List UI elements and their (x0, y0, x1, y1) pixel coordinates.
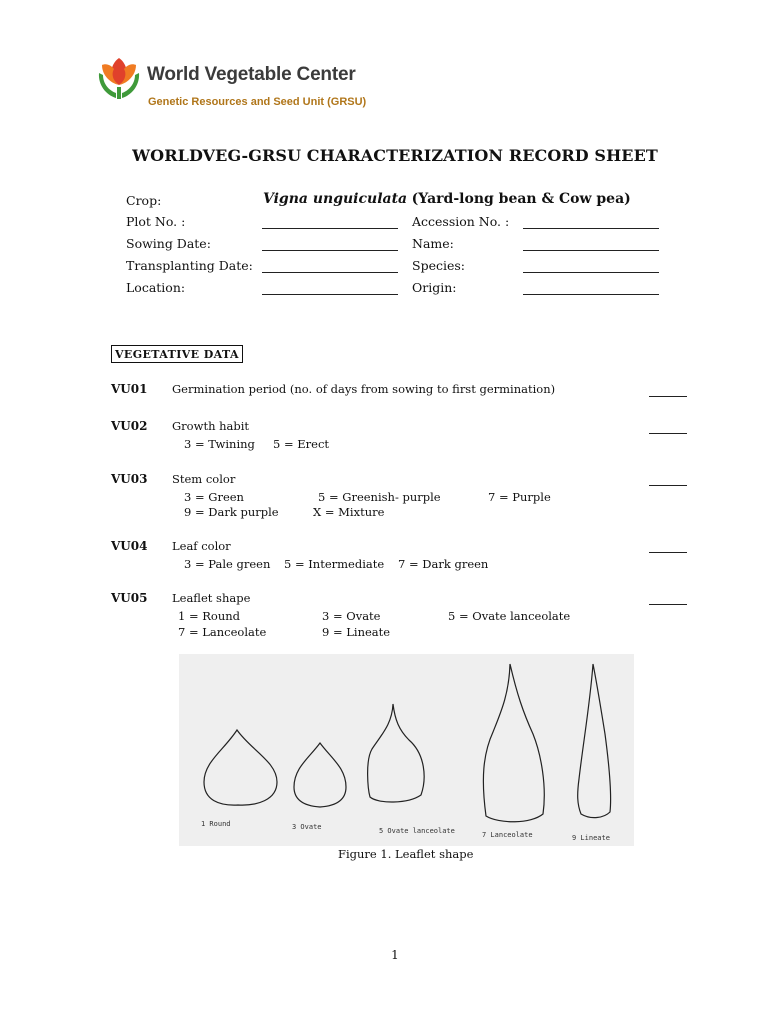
leaflet-lineate-icon (578, 664, 611, 818)
descriptor-name: Leaf color (172, 539, 231, 553)
species-field[interactable] (523, 272, 659, 273)
answer-field[interactable] (649, 485, 687, 486)
option-text: X = Mixture (313, 505, 385, 519)
crop-value (263, 191, 631, 207)
document-title: WORLDVEG-GRSU CHARACTERIZATION RECORD SHEET (132, 146, 658, 165)
option-text: 9 = Lineate (322, 625, 391, 639)
leaflet-round-icon (204, 730, 277, 805)
figure-label: 1 Round (201, 820, 231, 828)
figure-label: 7 Lanceolate (482, 831, 533, 839)
answer-field[interactable] (649, 552, 687, 553)
crop-species: Vigna unguiculata (263, 191, 408, 207)
figure-label: 9 Lineate (572, 834, 610, 842)
option-text: 7 = Dark green (398, 557, 489, 571)
wvc-logo-icon (96, 55, 142, 101)
option-text: 3 = Green (184, 490, 244, 504)
plot-no-label: Plot No. : (126, 214, 186, 229)
crop-label: Crop: (126, 193, 162, 208)
leaflet-ovate-icon (294, 743, 346, 807)
descriptor-code: VU04 (111, 539, 148, 553)
sowing-date-label: Sowing Date: (126, 236, 211, 251)
transplanting-date-label: Transplanting Date: (126, 258, 253, 273)
org-unit: Genetic Resources and Seed Unit (GRSU) (148, 96, 367, 108)
figure-label: 3 Ovate (292, 823, 322, 831)
option-text: 5 = Erect (273, 437, 330, 451)
sowing-date-field[interactable] (262, 250, 398, 251)
location-field[interactable] (262, 294, 398, 295)
answer-field[interactable] (649, 433, 687, 434)
crop-common-name: (Yard-long bean & Cow pea) (411, 191, 631, 207)
descriptor-name: Stem color (172, 472, 236, 486)
species-label: Species: (412, 258, 465, 273)
location-label: Location: (126, 280, 186, 295)
leaflet-lanceolate-icon (483, 664, 544, 822)
figure-label: 5 Ovate lanceolate (379, 827, 455, 835)
descriptor-code: VU01 (111, 382, 148, 396)
org-name: World Vegetable Center (147, 64, 356, 85)
leaflet-shape-figure (179, 654, 634, 846)
origin-field[interactable] (523, 294, 659, 295)
descriptor-name: Growth habit (172, 419, 250, 433)
page-number: 1 (391, 948, 399, 962)
option-text: 3 = Twining (184, 437, 255, 451)
option-text: 5 = Greenish- purple (318, 490, 441, 504)
option-text: 1 = Round (178, 609, 241, 623)
transplanting-date-field[interactable] (262, 272, 398, 273)
leaflet-ovate-lanceolate-icon (368, 704, 424, 802)
option-text: 3 = Ovate (322, 609, 381, 623)
option-text: 7 = Purple (488, 490, 551, 504)
name-field[interactable] (523, 250, 659, 251)
descriptor-name: Leaflet shape (172, 591, 251, 605)
descriptor-code: VU02 (111, 419, 148, 433)
plot-no-field[interactable] (262, 228, 398, 229)
answer-field[interactable] (649, 604, 687, 605)
answer-field[interactable] (649, 396, 687, 397)
accession-no-field[interactable] (523, 228, 659, 229)
figure-caption: Figure 1. Leaflet shape (338, 847, 474, 861)
accession-no-label: Accession No. : (412, 214, 510, 229)
option-text: 3 = Pale green (184, 557, 271, 571)
descriptor-name: Germination period (no. of days from sowing to first germination) (172, 382, 556, 396)
option-text: 5 = Intermediate (284, 557, 385, 571)
option-text: 5 = Ovate lanceolate (448, 609, 571, 623)
option-text: 9 = Dark purple (184, 505, 279, 519)
name-label: Name: (412, 236, 454, 251)
descriptor-code: VU03 (111, 472, 148, 486)
descriptor-code: VU05 (111, 591, 148, 605)
origin-label: Origin: (412, 280, 457, 295)
option-text: 7 = Lanceolate (178, 625, 267, 639)
section-heading: VEGETATIVE DATA (111, 345, 243, 363)
